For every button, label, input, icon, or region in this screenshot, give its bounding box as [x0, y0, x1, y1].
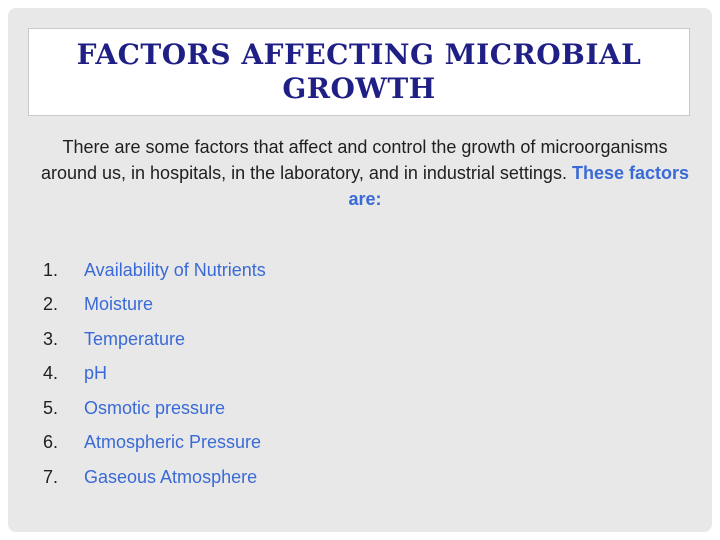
factor-label: Osmotic pressure — [84, 397, 226, 418]
factor-label: Temperature — [84, 328, 186, 349]
intro-paragraph — [40, 134, 690, 212]
factor-number: 5. — [43, 397, 59, 418]
factor-number: 7. — [43, 466, 59, 487]
factor-label: Moisture — [84, 294, 154, 315]
factor-label: pH — [84, 363, 108, 384]
factor-item-atmospheric-pressure — [43, 426, 266, 461]
factor-number: 6. — [43, 432, 59, 453]
factor-item-ph — [43, 357, 266, 392]
factor-item-nutrients — [43, 253, 266, 288]
factor-number: 2. — [43, 294, 59, 315]
factor-item-osmotic-pressure — [43, 391, 266, 426]
factor-number: 4. — [43, 363, 59, 384]
title-box — [28, 28, 690, 116]
factor-number: 1. — [43, 259, 59, 280]
factor-number: 3. — [43, 328, 59, 349]
intro-text: There are some factors that affect and control the growth of microorganisms around us, in hospitals, in the laboratory, and in industrial settings. — [40, 137, 668, 183]
factor-list — [43, 253, 266, 495]
factor-label: Gaseous Atmosphere — [84, 466, 258, 487]
factor-item-moisture — [43, 288, 266, 323]
factor-label: Availability of Nutrients — [84, 259, 266, 280]
factor-label: Atmospheric Pressure — [84, 432, 262, 453]
factor-item-temperature — [43, 322, 266, 357]
slide-title: FACTORS AFFECTING MICROBIAL GROWTH — [76, 38, 642, 105]
factor-item-gaseous-atmosphere — [43, 460, 266, 495]
intro-highlight: These factors are: — [348, 163, 690, 209]
